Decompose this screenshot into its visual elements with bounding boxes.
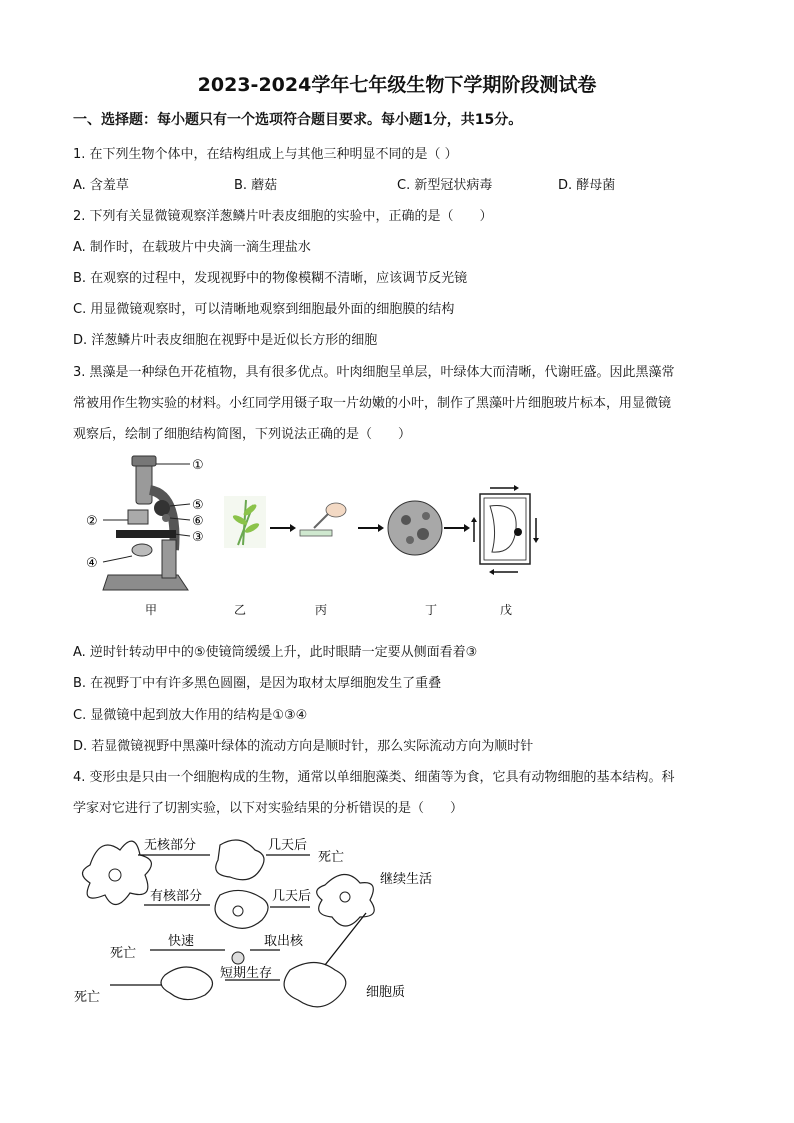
caption-ding: 丁 <box>425 603 438 617</box>
question-3-stem-line-2: 常被用作生物实验的材料。小红同学用镊子取一片幼嫩的小叶，制作了黑藻叶片细胞玻片标本，用显微镜 <box>73 396 672 411</box>
label-death-3: 死亡 <box>74 990 101 1005</box>
label-short-survival: 短期生存 <box>220 966 273 981</box>
nucleus-removed <box>232 952 244 964</box>
question-1-stem: 1. 在下列生物个体中，在结构组成上与其他三种明显不同的是（ ） <box>73 147 458 162</box>
q1-option-a: A. 含羞草 <box>73 178 129 193</box>
label-mark-6: ⑥ <box>192 514 204 529</box>
amoeba-experiment-figure <box>70 825 470 1025</box>
caption-jia: 甲 <box>145 603 158 617</box>
label-cytoplasm: 细胞质 <box>366 985 406 1000</box>
nucleus-original <box>109 869 121 881</box>
amoeba-no-nucleus <box>216 840 264 880</box>
nucleus-with-nucleus <box>233 906 243 916</box>
nucleus-continue <box>340 892 350 902</box>
page-title: 2023-2024学年七年级生物下学期阶段测试卷 <box>197 74 597 96</box>
label-mark-1: ① <box>192 458 204 473</box>
arrow-2-head <box>378 524 384 532</box>
slide-preparation-image <box>300 503 346 536</box>
q1-option-d: D. 酵母菌 <box>558 178 616 193</box>
label-several-days-2: 几天后 <box>272 889 312 904</box>
question-3-stem-line-1: 3. 黑藻是一种绿色开花植物，具有很多优点。叶肉细胞呈单层，叶绿体大而清晰，代谢旺盛。因此黑藻常 <box>73 365 675 380</box>
q2-option-a: A. 制作时，在载玻片中央滴一滴生理盐水 <box>73 240 311 255</box>
label-death-1: 死亡 <box>318 850 345 865</box>
caption-yi: 乙 <box>234 603 247 617</box>
question-2-stem: 2. 下列有关显微镜观察洋葱鳞片叶表皮细胞的实验中，正确的是（ ） <box>73 209 493 224</box>
label-continue-living: 继续生活 <box>380 872 433 887</box>
question-3-stem-line-3: 观察后，绘制了细胞结构简图，下列说法正确的是（ ） <box>73 427 412 442</box>
label-mark-5: ⑤ <box>192 498 204 513</box>
black-algae-plant-image <box>224 496 266 548</box>
label-mark-4: ④ <box>86 556 98 571</box>
q3-option-c: C. 显微镜中起到放大作用的结构是①③④ <box>73 708 308 723</box>
q3-option-a: A. 逆时针转动甲中的⑤使镜筒缓缓上升，此时眼睛一定要从侧面看着③ <box>73 645 478 660</box>
label-several-days-1: 几天后 <box>268 838 308 853</box>
q1-option-c: C. 新型冠状病毒 <box>397 178 493 193</box>
q2-option-c: C. 用显微镜观察时，可以清晰地观察到细胞最外面的细胞膜的结构 <box>73 302 455 317</box>
q3-figure <box>78 450 558 600</box>
microscope-illustration <box>103 456 188 590</box>
arrow-3-head <box>464 524 470 532</box>
question-4-stem-line-1: 4. 变形虫是只由一个细胞构成的生物，通常以单细胞藻类、细菌等为食，它具有动物细胞的基本结构。科 <box>73 770 675 785</box>
q3-option-d: D. 若显微镜视野中黑藻叶绿体的流动方向是顺时针，那么实际流动方向为顺时针 <box>73 739 534 754</box>
label-mark-3: ③ <box>192 530 204 545</box>
q3-option-b: B. 在视野丁中有许多黑色圆圈，是因为取材太厚细胞发生了重叠 <box>73 676 442 691</box>
section-heading: 一、选择题：每小题只有一个选项符合题目要求。每小题1分，共15分。 <box>73 112 523 128</box>
caption-wu: 戊 <box>500 603 513 617</box>
label-with-nucleus: 有核部分 <box>150 889 203 904</box>
microscope-field-view-image <box>388 501 442 555</box>
label-death-2: 死亡 <box>110 946 137 961</box>
q2-option-d: D. 洋葱鳞片叶表皮细胞在视野中是近似长方形的细胞 <box>73 333 378 348</box>
label-no-nucleus: 无核部分 <box>144 838 197 853</box>
label-fast: 快速 <box>168 934 195 949</box>
arrow-1-head <box>290 524 296 532</box>
cell-diagram <box>471 485 539 575</box>
question-4-stem-line-2: 学家对它进行了切割实验，以下对实验结果的分析错误的是（ ） <box>73 801 464 816</box>
amoeba-cytoplasm-2 <box>284 963 346 1007</box>
amoeba-cytoplasm-1 <box>161 967 213 1000</box>
label-remove-nucleus: 取出核 <box>264 934 304 949</box>
q2-option-b: B. 在观察的过程中，发现视野中的物像模糊不清晰，应该调节反光镜 <box>73 271 468 286</box>
caption-bing: 丙 <box>315 603 328 617</box>
label-mark-2: ② <box>86 514 98 529</box>
q1-option-b: B. 蘑菇 <box>234 178 278 193</box>
